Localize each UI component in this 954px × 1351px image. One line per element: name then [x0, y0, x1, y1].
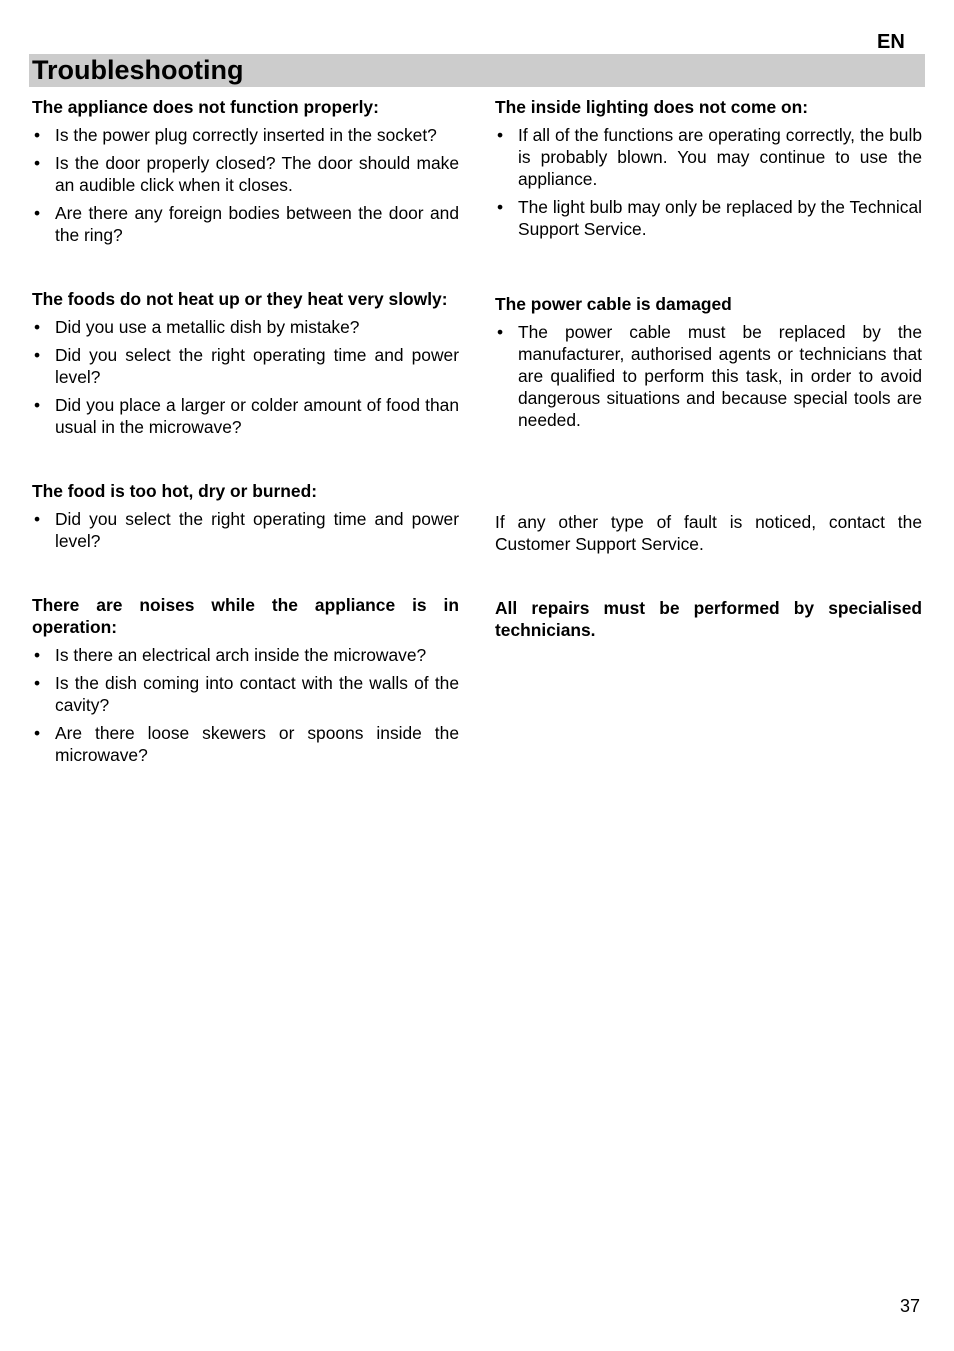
other-fault-note: If any other type of fault is noticed, contact the Customer Support Service. — [495, 512, 922, 554]
section-heading: The foods do not heat up or they heat very slowly: — [32, 289, 448, 309]
section-heading: The food is too hot, dry or burned: — [32, 481, 317, 501]
list-item: • Did you select the right operating time and power level? — [33, 345, 459, 387]
list-item: • Are there loose skewers or spoons inside the microwave? — [33, 723, 459, 765]
bullet-icon: • — [33, 673, 41, 693]
list-item: • Did you use a metallic dish by mistake? — [33, 317, 360, 337]
bullet-icon: • — [496, 125, 504, 145]
list-item: • Is there an electrical arch inside the microwave? — [33, 645, 427, 665]
right-column — [495, 96, 922, 641]
list-item: • The light bulb may only be replaced by the Technical Support Service. — [496, 197, 922, 239]
bullet-list — [32, 316, 459, 438]
title-bar — [29, 54, 925, 87]
bullet-icon: • — [33, 125, 41, 145]
list-item: • Is the power plug correctly inserted in the socket? — [33, 125, 437, 145]
section-heading: The inside lighting does not come on: — [495, 97, 809, 117]
bullet-icon: • — [33, 317, 41, 337]
bullet-icon: • — [33, 509, 41, 529]
bullet-icon: • — [33, 395, 41, 415]
bullet-list — [32, 508, 459, 552]
list-item: • Did you select the right operating time and power level? — [33, 509, 459, 551]
section-heading: There are noises while the appliance is in operation: — [32, 595, 459, 637]
list-item: • Is the dish coming into contact with the walls of the cavity? — [33, 673, 459, 715]
list-item: • Is the door properly closed? The door should make an audible click when it closes. — [33, 153, 459, 195]
repairs-note: All repairs must be performed by specialised technicians. — [495, 598, 922, 640]
bullet-icon: • — [496, 197, 504, 217]
bullet-list — [495, 321, 922, 431]
bullet-list — [32, 124, 459, 246]
language-label: EN — [877, 31, 905, 53]
list-item: • If all of the functions are operating correctly, the bulb is probably blown. You may continue to use the appliance. — [496, 125, 922, 189]
bullet-icon: • — [33, 723, 41, 743]
list-item: • Are there any foreign bodies between the door and the ring? — [33, 203, 459, 245]
list-item: • Did you place a larger or colder amount of food than usual in the microwave? — [33, 395, 459, 437]
bullet-icon: • — [33, 345, 41, 365]
section-heading: The appliance does not function properly: — [32, 97, 379, 117]
bullet-icon: • — [496, 322, 504, 342]
bullet-list — [32, 644, 459, 766]
section-heading: The power cable is damaged — [495, 294, 732, 314]
bullet-icon: • — [33, 203, 41, 223]
page-title: Troubleshooting — [32, 55, 244, 85]
list-item: • The power cable must be replaced by the manufacturer, authorised agents or technicians that are qualified to perform this task, in order to avoid dangerous situations and because special tools are needed. — [496, 322, 922, 430]
left-column — [32, 96, 459, 772]
bullet-icon: • — [33, 153, 41, 173]
bullet-list — [495, 124, 922, 240]
page-number: 37 — [900, 1296, 921, 1316]
bullet-icon: • — [33, 645, 41, 665]
